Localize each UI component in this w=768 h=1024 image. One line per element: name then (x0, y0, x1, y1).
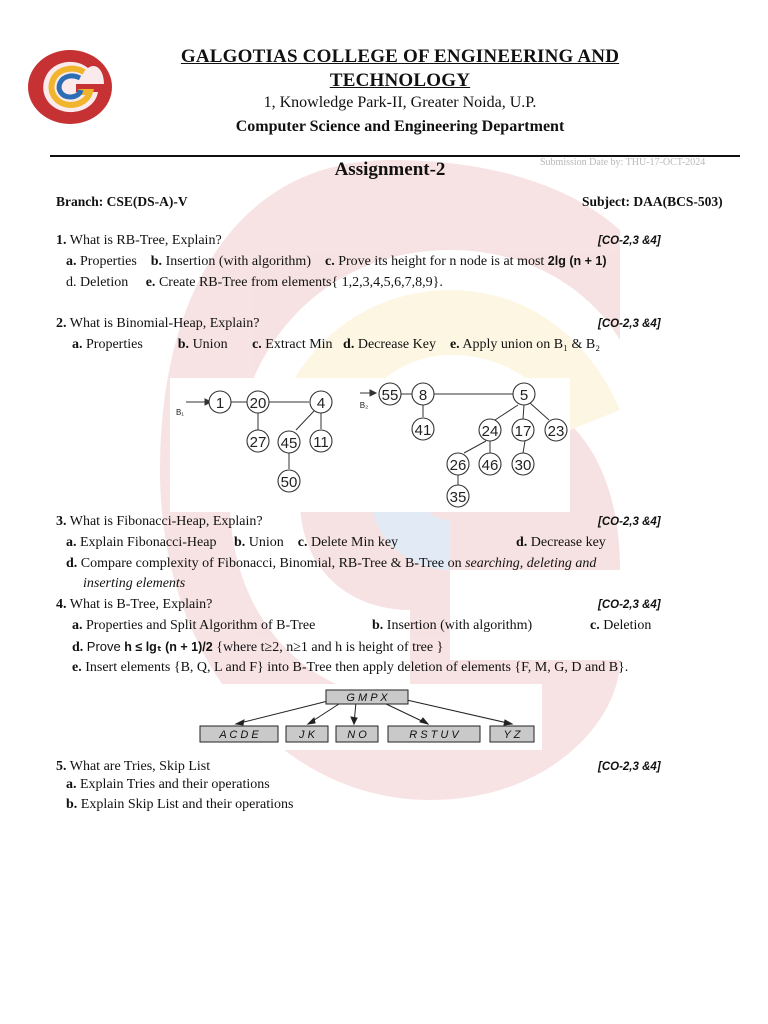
q2-d-tag: d. (343, 337, 355, 352)
q2-e: Apply union on B₁ & B₂ (462, 337, 601, 352)
btree-leaf-node: A C D E (219, 729, 259, 741)
q4-a: Properties and Split Algorithm of B-Tree (86, 618, 316, 633)
q3-b: Union (248, 535, 284, 550)
q4-part-d (72, 639, 443, 656)
q5-a: Explain Tries and their operations (80, 777, 270, 792)
heap-node: 17 (514, 423, 532, 440)
college-name-line1: GALGOTIAS COLLEGE OF ENGINEERING AND (180, 46, 620, 67)
q2-a: Properties (86, 337, 143, 352)
heap-node: 20 (249, 395, 267, 412)
q4-part-b (372, 618, 532, 634)
q2-b: Union (192, 337, 228, 352)
q4-c-tag: c. (590, 618, 600, 633)
q4-part-c (590, 618, 651, 634)
q4-b-tag: b. (372, 618, 384, 633)
heap-node: 55 (381, 387, 399, 404)
btree-leaf-node: N O (347, 729, 367, 741)
q3-c-tag: c. (297, 535, 308, 550)
q3-d: Decrease key (530, 535, 606, 550)
q1-c-tag: c. (324, 254, 335, 269)
q5-b-tag: b. (66, 797, 78, 812)
heap-b1-label: B₁ (175, 408, 185, 417)
q2-a-tag: a. (72, 337, 83, 352)
q3-text: What is Fibonacci-Heap, Explain? (69, 514, 263, 529)
q3-a-tag: a. (66, 535, 77, 550)
college-logo (26, 48, 114, 126)
q3-b-tag: b. (233, 535, 246, 550)
submission-date: Submission Date by: THU-17-OCT-2024 (540, 157, 706, 168)
q1-a: Properties (80, 254, 137, 269)
q3-parts-row1 (66, 535, 398, 551)
college-name-line2: TECHNOLOGY (329, 70, 471, 91)
q2-b-tag: b. (177, 337, 190, 352)
q4-part-a (72, 618, 315, 634)
q2-parts-row (72, 337, 600, 353)
q4-d-formula: h ≤ lgₜ (n + 1)/2 (124, 640, 213, 654)
q1-parts-row2 (66, 275, 443, 291)
heap-node: 27 (249, 434, 267, 451)
heap-b2-label: B₂ (359, 401, 369, 410)
q4-d-tag: d. (72, 640, 84, 655)
question-3 (56, 514, 263, 530)
q1-b-tag: b. (150, 254, 163, 269)
q5-a-tag: a. (66, 777, 77, 792)
q4-text: What is B-Tree, Explain? (69, 597, 213, 612)
q2-co-tag: [CO-2,3 &4] (598, 318, 661, 330)
question-5 (56, 759, 210, 775)
q4-b: Insertion (with algorithm) (386, 618, 533, 633)
heap-node: 23 (547, 423, 565, 440)
q3-e-italic: searching, deleting and (465, 556, 597, 571)
heap-node: 45 (280, 435, 298, 452)
q4-c: Deletion (603, 618, 652, 633)
q5-part-a (66, 777, 270, 793)
q5-part-b (66, 797, 293, 813)
heap-node: 1 (215, 395, 225, 412)
q1-d: Deletion (80, 275, 129, 290)
q4-d-prefix: Prove (86, 639, 121, 654)
q1-text: What is RB-Tree, Explain? (69, 233, 222, 248)
question-2 (56, 316, 259, 332)
heap-node: 30 (514, 457, 532, 474)
department-name: Computer Science and Engineering Department (235, 118, 565, 135)
q3-co-tag: [CO-2,3 &4] (598, 516, 661, 528)
q1-number: 1. (56, 233, 67, 248)
q4-d-suffix: {where t≥2, n≥1 and h is height of tree } (216, 640, 444, 655)
btree-leaf-node: R S T U V (409, 729, 459, 741)
q4-part-e (72, 660, 628, 676)
q4-co-tag: [CO-2,3 &4] (598, 599, 661, 611)
college-address: 1, Knowledge Park-II, Greater Noida, U.P. (263, 94, 537, 111)
q2-c: Extract Min (265, 337, 333, 352)
q5-co-tag: [CO-2,3 &4] (598, 761, 661, 773)
heap-node: 41 (414, 422, 432, 439)
q4-number: 4. (56, 597, 67, 612)
q1-d-tag: d. (66, 275, 77, 290)
heap-node: 24 (481, 423, 499, 440)
q1-b: Insertion (with algorithm) (165, 254, 311, 269)
btree-leaf-node: J K (299, 729, 315, 741)
q3-c: Delete Min key (310, 535, 399, 550)
subject-caption: Subject: (582, 194, 630, 209)
btree-figure (196, 684, 542, 750)
q1-c-formula: 2lg (n + 1) (547, 254, 607, 268)
q2-d: Decrease Key (357, 337, 436, 352)
btree-leaf-node: Y Z (503, 729, 521, 741)
q1-parts-row1 (66, 254, 607, 270)
q1-a-tag: a. (66, 254, 77, 269)
subject-value: DAA(BCS-503) (633, 194, 723, 209)
q3-d-tag: d. (516, 535, 528, 550)
q4-e: Insert elements {B, Q, L and F} into B-Tree then apply deletion of elements {F, M, G, D and B}. (85, 660, 629, 675)
heap-node: 35 (449, 489, 467, 506)
q2-text: What is Binomial-Heap, Explain? (69, 316, 260, 331)
q3-e: Compare complexity of Fibonacci, Binomial, RB-Tree & B-Tree on (80, 556, 462, 571)
q2-number: 2. (56, 316, 67, 331)
q3-number: 3. (56, 514, 67, 529)
q1-co-tag: [CO-2,3 &4] (598, 235, 661, 247)
question-1 (56, 233, 222, 249)
subject-label (582, 194, 723, 210)
heap-node: 26 (449, 457, 467, 474)
q3-e-continuation: inserting elements (83, 576, 186, 591)
question-4 (56, 597, 212, 613)
q2-c-tag: c. (252, 337, 262, 352)
q3-parts-row2 (66, 556, 596, 572)
q4-a-tag: a. (72, 618, 83, 633)
q5-b: Explain Skip List and their operations (80, 797, 294, 812)
q3-e-tag: d. (66, 556, 78, 571)
assignment-title: Assignment-2 (334, 159, 446, 180)
binomial-heap-figure (170, 378, 570, 512)
q3-part-d (516, 535, 606, 551)
heap-node: 50 (280, 474, 298, 491)
heap-node: 11 (313, 434, 329, 451)
q1-c: Prove its height for n node is at most (338, 254, 545, 269)
q2-e-tag: e. (449, 337, 460, 352)
heap-node: 46 (481, 457, 499, 474)
q5-number: 5. (56, 759, 67, 774)
heap-node: 4 (316, 395, 326, 412)
q5-text: What are Tries, Skip List (69, 759, 211, 774)
q3-a: Explain Fibonacci-Heap (80, 535, 217, 550)
heap-node: 5 (519, 387, 529, 404)
branch-label: Branch: CSE(DS-A)-V (56, 194, 188, 209)
q1-e: Create RB-Tree from elements{ 1,2,3,4,5,6,7,8,9}. (158, 275, 443, 290)
heap-node: 8 (418, 387, 428, 404)
q1-e-tag: e. (145, 275, 156, 290)
q4-e-tag: e. (72, 660, 82, 675)
btree-root-node: G M P X (346, 692, 388, 704)
